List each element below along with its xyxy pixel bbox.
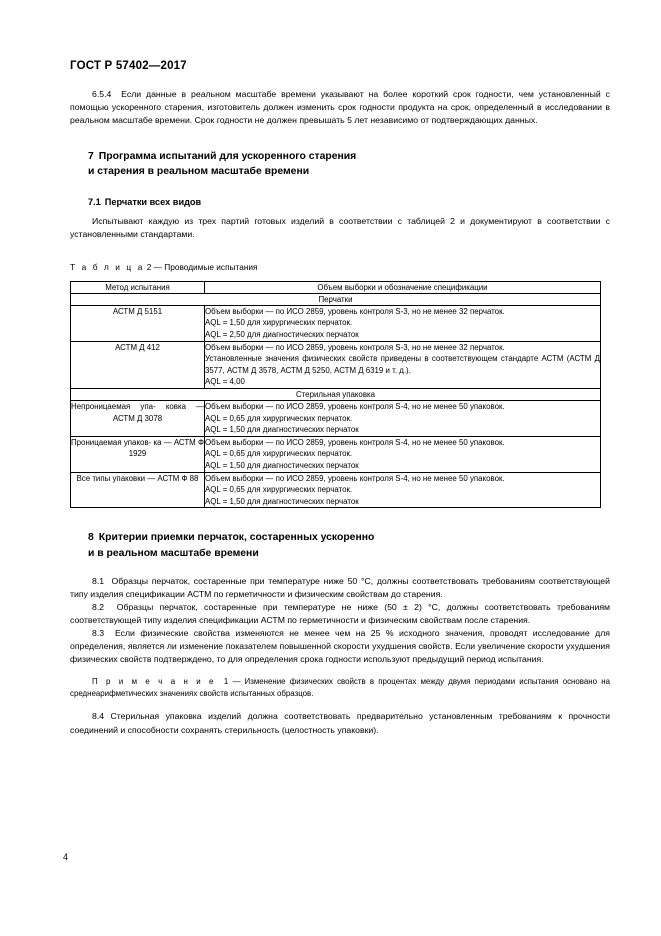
table-group-header-row [71,293,601,305]
section-7-number: 7 [88,151,94,163]
section-8-heading-line1 [70,530,610,545]
table-row [71,472,601,508]
clause-8-2-text: Образцы перчаток, состаренные при температуре не ниже (50 ± 2) °С, должны соответствовать требованиям соответствующей типу изделия спецификации АСТМ по герметичности и физическим свойствам после старения. [70,601,611,626]
clause-6-5-4 [70,88,610,127]
table-cell-method [71,341,205,388]
table-2-caption-number: 2 [146,261,152,272]
table-cell-method [71,305,205,341]
table-2-caption-dash: — [153,261,162,272]
spec-line: AQL = 4,00 [205,377,245,387]
subsection-7-1-text: Испытывают каждую из трех партий готовых изделий в соответствии с таблицей 2 и документируют в соответствии с установленными стандартами. [70,215,610,239]
table-cell-spec [205,436,601,472]
spec-line: AQL = 0,65 для хирургических перчаток. [205,485,353,495]
page-number: 4 [63,852,69,862]
spec-line: Объем выборки — по ИСО 2859, уровень контроля S-4, но не менее 50 упаковок. [205,437,505,447]
table-2-caption-label: Т а б л и ц а [70,261,145,272]
table-cell-spec [205,341,601,388]
section-7-heading-line2 [70,164,610,179]
spec-line: Объем выборки — по ИСО 2859, уровень контроля S-4, но не менее 50 упаковок. [205,402,505,412]
table-2-caption-title: Проводимые испытания [164,261,258,272]
spec-line: AQL = 2,50 для диагностических перчаток [205,330,359,340]
note-1-label: П р и м е ч а н и е [92,677,216,687]
clause-8-4-text: Стерильная упаковка изделий должна соответствовать предварительно установленным требованиям к прочности соединений и способности сохранять стерильность (целостность упаковки). [70,711,610,735]
method-line: АСТМ Д 412 [115,342,160,352]
table-row [71,305,601,341]
spec-line: AQL = 1,50 для диагностических перчаток [205,425,359,435]
subsection-7-1-number: 7.1 [88,196,101,207]
clause-8-1-number: 8.1 [92,575,105,586]
table-row [71,436,601,472]
table-row [71,341,601,388]
note-1-dash: — [232,677,241,687]
spec-line: AQL = 1,50 для диагностических перчаток [205,496,359,506]
spec-line: AQL = 1,50 для хирургических перчаток. [205,318,353,328]
spec-line: Объем выборки — по ИСО 2859, уровень контроля S-3, но не менее 32 перчаток. [205,342,505,352]
note-1-number: 1 [223,677,229,687]
section-7-heading-line1 [70,149,610,164]
clause-6-5-4-text: Если данные в реальном масштабе времени указывают на более короткий срок годности, чем установленный с помощью ускоренного старения, изготовитель должен изменить срок годности продукта на срок, определенный в исследовании в реальном масштабе времени. Срок годности не должен превышать 5 лет независимо от подтверждающих данных. [70,89,610,126]
clause-8-2 [70,601,610,627]
note-1-text: Изменение физических свойств в процентах между двумя периодами испытания основано на среднеарифметических значениях свойств испытанных образцов. [70,677,610,699]
note-1 [70,676,610,700]
spec-line: AQL = 1,50 для диагностических перчаток [205,461,359,470]
subsection-7-1-title: Перчатки всех видов [104,196,202,207]
clause-8-3-text: Если физические свойства изменяются не менее чем на 25 % исходного значения, проводят исследование для определения, является ли изменение показателем повышенной скорости ухудшения свойств. Если увеличение скорости ухудшения физических свойств подтверждено, то для определения срока годности используют предыдущий период испытания. [70,628,611,665]
spec-line: Установленные значения физических свойств приведены в соответствующем стандарте АСТМ (АСТМ Д 3577, АСТМ Д 3578, АСТМ Д 5250, АСТМ Д 6319 и т. д.). [205,354,600,375]
table-2-caption [70,261,610,273]
clause-8-3-number: 8.3 [92,628,105,639]
table-cell-method [71,472,205,508]
spec-line: AQL = 0,65 для хирургических перчаток. [205,413,353,423]
clause-8-2-number: 8.2 [92,601,105,612]
table-row [71,401,601,437]
table-group-title-packaging: Стерильная упаковка [71,389,601,401]
section-8-number: 8 [88,532,94,544]
method-line: АСТМ Д 5151 [112,306,163,316]
clause-6-5-4-number: 6.5.4 [92,89,112,99]
clause-8-1 [70,575,610,601]
section-7-title-line1: Программа испытаний для ускоренного старения [98,151,357,163]
method-line: АСТМ Ф 88 [157,473,199,483]
method-line: ковка — АСТМ Д 3078 [112,402,204,423]
table-header-method: Метод испытания [71,281,205,293]
method-line: ка — АСТМ Ф 1929 [128,437,204,459]
table-group-title-gloves: Перчатки [71,293,601,305]
section-8-heading-line2 [70,546,610,561]
section-8-title-line1: Критерии приемки перчаток, состаренных ускоренно [98,532,375,544]
table-cell-spec [205,472,601,508]
table-cell-spec [205,305,601,341]
running-head-standard-id: ГОСТ Р 57402—2017 [70,60,187,72]
spec-line: AQL = 0,65 для хирургических перчаток. [205,449,353,459]
clause-8-4-number: 8.4 [92,711,105,722]
section-7-title-line2: и старения в реальном масштабе времени [88,166,310,178]
section-8-title-line2: и в реальном масштабе времени [88,547,259,559]
subsection-7-1-heading [70,196,610,209]
clause-8-1-text: Образцы перчаток, состаренные при температуре ниже 50 °С, должны соответствовать требованиям соответствующей типу изделия спецификации АСТМ по герметичности и физическим свойствам до старения. [70,575,610,599]
method-line: Все типы упаковки — [76,473,156,483]
page-content [70,88,610,737]
spec-line: Объем выборки — по ИСО 2859, уровень контроля S-3, но не менее 32 перчаток. [205,306,505,316]
method-line: Непроницаемая упа- [71,402,156,412]
table-cell-method [71,401,205,437]
clause-8-4 [70,710,610,736]
table-header-row [71,281,601,293]
table-2 [70,281,601,509]
spec-line: Объем выборки — по ИСО 2859, уровень контроля S-4, но не менее 50 упаковок. [205,473,505,483]
method-line: Проницаемая упаков- [71,437,152,447]
table-cell-spec [205,401,601,437]
clause-8-3 [70,627,610,666]
table-cell-method [71,436,205,472]
table-group-header-row [71,389,601,401]
table-header-spec: Объем выборки и обозначение спецификации [205,281,601,293]
